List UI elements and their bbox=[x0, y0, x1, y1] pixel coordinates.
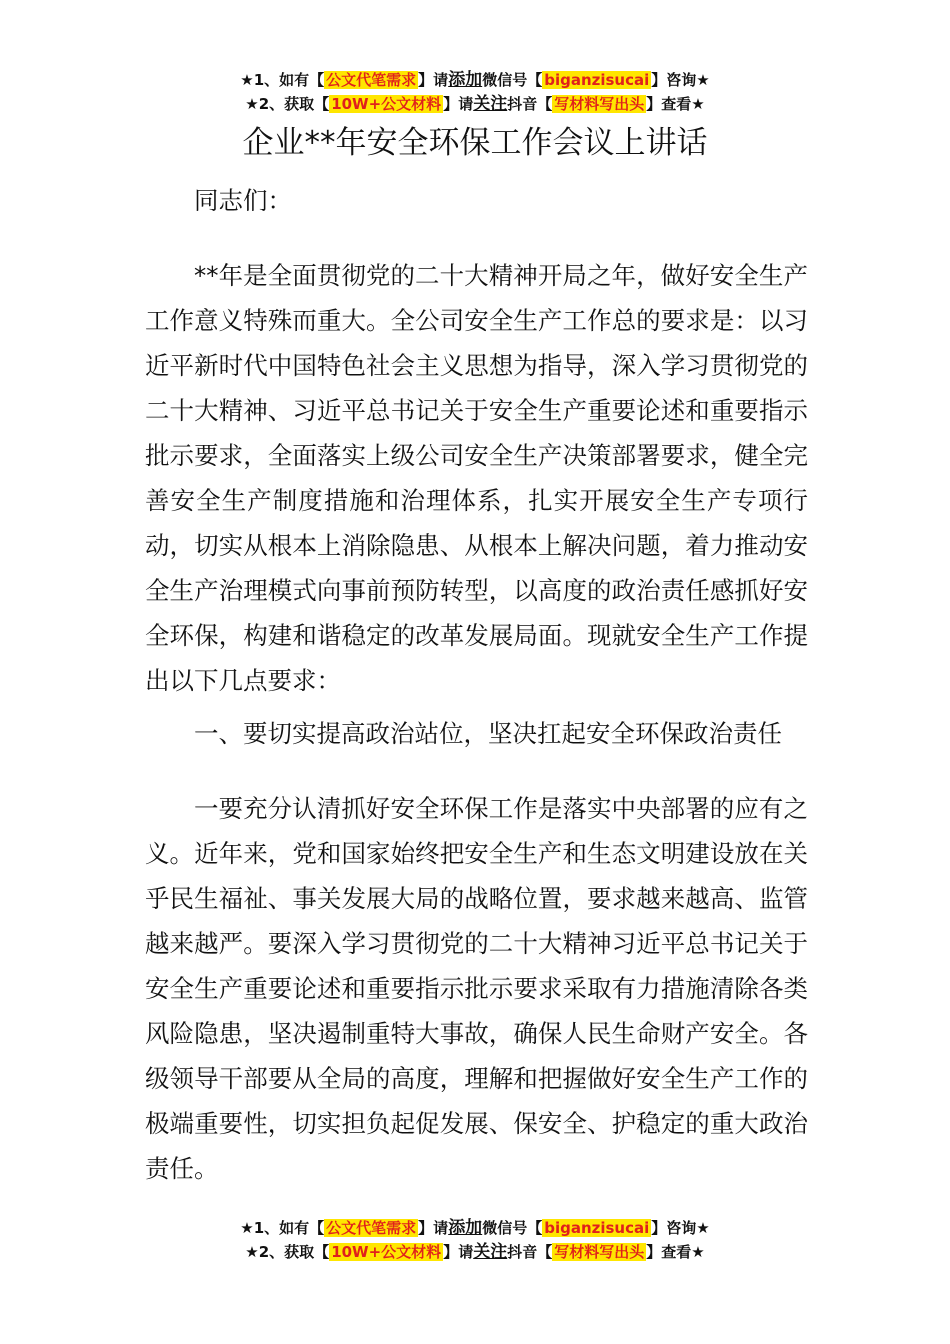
star-icon: ★ bbox=[691, 1243, 705, 1261]
banner-line-2: ★2、获取【 10W+公文材料 】请关注抖音【 写材料写出头 】查看★ bbox=[245, 1242, 705, 1262]
paragraph: 一要充分认清抓好安全环保工作是落实中央部署的应有之义。近年来，党和国家始终把安全生产和生态文明建设放在关乎民生福祉、事关发展大局的战略位置，要求越来越高、监管越来越严。要深入学习贯彻党的二十大精神习近平总书记关于安全生产重要论述和重要指示批示要求采取有力措施清除各类风险隐患，坚决遏制重特大事故，确保人民生命财产安全。各级领导干部要从全局的高度，理解和把握做好安全生产工作的极端重要性，切实担负起促发展、保安全、护稳定的重大政治责任。 bbox=[145, 794, 808, 1183]
highlight-wechat-id: biganzisucai bbox=[544, 1219, 650, 1237]
banner-line-1: ★1、如有【 公文代笔需求 】请添加微信号【 biganzisucai 】咨询★ bbox=[240, 70, 710, 90]
footer-banner bbox=[0, 1216, 950, 1264]
document-title: 企业**年安全环保工作会议上讲话 bbox=[242, 125, 708, 161]
paragraph: **年是全面贯彻党的二十大精神开局之年，做好安全生产工作意义特殊而重大。全公司安全生产工作总的要求是：以习近平新时代中国特色社会主义思想为指导，深入学习贯彻党的二十大精神、习近平总书记关于安全生产重要论述和重要指示批示要求，全面落实上级公司安全生产决策部署要求，健全完善安全生产制度措施和治理体系，扎实开展安全生产专项行动，切实从根本上消除隐患、从根本上解决问题，着力推动安全生产治理模式向事前预防转型，以高度的政治责任感抓好安全环保，构建和谐稳定的改革发展局面。现就安全生产工作提出以下几点要求： bbox=[145, 261, 808, 695]
highlight-service: 公文代笔需求 bbox=[326, 1219, 417, 1237]
banner-line-1: ★1、如有【 公文代笔需求 】请添加微信号【 biganzisucai 】咨询★ bbox=[240, 1218, 710, 1238]
star-icon: ★ bbox=[696, 71, 710, 89]
highlight-materials: 10W+公文材料 bbox=[331, 1243, 442, 1261]
highlight-service: 公文代笔需求 bbox=[326, 71, 417, 89]
section-heading: 一、要切实提高政治站位，坚决扛起安全环保政治责任 bbox=[194, 719, 782, 748]
star-icon: ★ bbox=[245, 1243, 259, 1261]
header-banner bbox=[0, 68, 950, 116]
highlight-douyin-account: 写材料写出头 bbox=[554, 1243, 645, 1261]
highlight-materials: 10W+公文材料 bbox=[331, 95, 442, 113]
star-icon: ★ bbox=[691, 95, 705, 113]
star-icon: ★ bbox=[240, 71, 254, 89]
star-icon: ★ bbox=[696, 1219, 710, 1237]
highlight-wechat-id: biganzisucai bbox=[544, 71, 650, 89]
salutation: 同志们： bbox=[194, 186, 292, 215]
document-body bbox=[145, 178, 808, 1199]
star-icon: ★ bbox=[245, 95, 259, 113]
highlight-douyin-account: 写材料写出头 bbox=[554, 95, 645, 113]
star-icon: ★ bbox=[240, 1219, 254, 1237]
banner-line-2: ★2、获取【 10W+公文材料 】请关注抖音【 写材料写出头 】查看★ bbox=[245, 94, 705, 114]
